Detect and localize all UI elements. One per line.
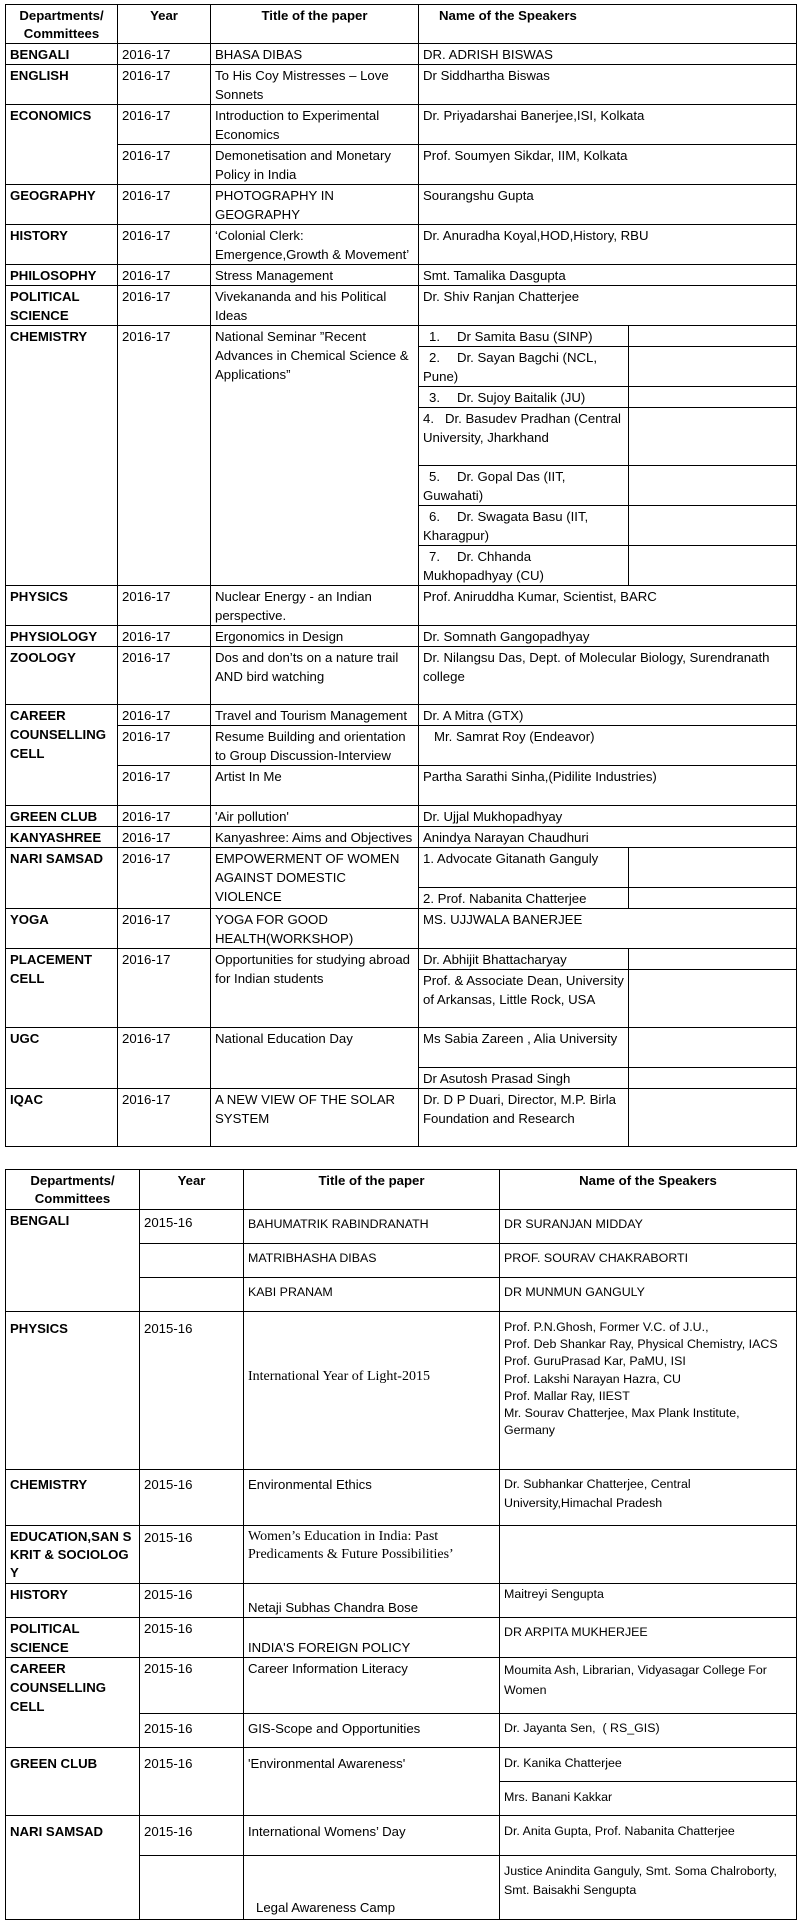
table-row (6, 848, 797, 888)
speaker-line: Prof. GuruPrasad Kar, PaMU, ISI (504, 1354, 686, 1369)
year-cell: 2016-17 (118, 626, 211, 647)
speaker-cell: Partha Sarathi Sinha,(Pidilite Industries) (419, 766, 797, 806)
title-cell: International Year of Light-2015 (244, 1312, 500, 1470)
title-cell: BHASA DIBAS (211, 44, 419, 65)
empty-cell (629, 1089, 797, 1147)
dept-cell: IQAC (6, 1089, 118, 1147)
year-cell: 2016-17 (118, 1089, 211, 1147)
title-cell: GIS-Scope and Opportunities (244, 1714, 500, 1748)
empty-cell (629, 546, 797, 586)
year-cell: 2016-17 (118, 225, 211, 265)
title-cell: Legal Awareness Camp (244, 1856, 500, 1920)
year-cell: 2016-17 (118, 806, 211, 827)
speaker-cell: Dr. D P Duari, Director, M.P. Birla Foundation and Research (419, 1089, 629, 1147)
table-row (6, 626, 797, 647)
dept-cell: ECONOMICS (6, 105, 118, 185)
year-cell: 2015-16 (140, 1526, 244, 1584)
speaker-cell: DR. ADRISH BISWAS (419, 44, 797, 65)
year-cell: 2016-17 (118, 326, 211, 586)
speaker-cell: DR SURANJAN MIDDAY (500, 1210, 797, 1244)
speaker-name: Dr. Basudev Pradhan (Central University, Jharkhand (423, 411, 621, 445)
table-row (6, 225, 797, 265)
title-cell: Vivekananda and his Political Ideas (211, 286, 419, 326)
speaker-cell (419, 326, 629, 347)
year-cell: 2016-17 (118, 145, 211, 185)
title-cell: PHOTOGRAPHY IN GEOGRAPHY (211, 185, 419, 225)
dept-cell: ZOOLOGY (6, 647, 118, 705)
seminar-table-2016-17 (5, 4, 797, 1147)
speaker-cell: Dr. Ujjal Mukhopadhyay (419, 806, 797, 827)
dept-cell: YOGA (6, 909, 118, 949)
speaker-cell (419, 387, 629, 408)
speaker-name: Dr. Chhanda Mukhopadhyay (CU) (423, 549, 544, 583)
speaker-cell: Dr. Shiv Ranjan Chatterjee (419, 286, 797, 326)
title-cell: To His Coy Mistresses – Love Sonnets (211, 65, 419, 105)
speaker-cell: Dr. Priyadarshai Banerjee,ISI, Kolkata (419, 105, 797, 145)
speaker-cell: Dr. A Mitra (GTX) (419, 705, 797, 726)
title-cell: Opportunities for studying abroad for Indian students (211, 949, 419, 1028)
table-row (6, 286, 797, 326)
year-cell: 2016-17 (118, 44, 211, 65)
speaker-cell: Dr. Anita Gupta, Prof. Nabanita Chatterjee (500, 1816, 797, 1856)
table-row (6, 705, 797, 726)
header-departments: Departments/ Committees (6, 1170, 140, 1210)
speaker-line: Prof. Deb Shankar Ray, Physical Chemistry, IACS (504, 1337, 778, 1352)
speaker-name: Dr Samita Basu (SINP) (457, 329, 593, 344)
speaker-cell: DR ARPITA MUKHERJEE (500, 1618, 797, 1658)
title-cell: Dos and don’ts on a nature trail AND bird watching (211, 647, 419, 705)
year-cell: 2016-17 (118, 726, 211, 766)
table-row (6, 909, 797, 949)
table-row (6, 1816, 797, 1856)
year-cell: 2015-16 (140, 1210, 244, 1244)
speaker-cell (500, 1312, 797, 1470)
empty-cell (629, 408, 797, 466)
title-cell: INDIA'S FOREIGN POLICY (244, 1618, 500, 1658)
table-row (6, 1618, 797, 1658)
year-cell: 2016-17 (118, 586, 211, 626)
table-row (6, 44, 797, 65)
speaker-cell: Dr. Anuradha Koyal,HOD,History, RBU (419, 225, 797, 265)
speaker-name: Dr. Gopal Das (IIT, Guwahati) (423, 469, 566, 503)
empty-cell (629, 506, 797, 546)
table-row (6, 726, 797, 766)
dept-cell: HISTORY (6, 1584, 140, 1618)
speaker-cell: Anindya Narayan Chaudhuri (419, 827, 797, 848)
speaker-cell: 2. Prof. Nabanita Chatterjee (419, 888, 629, 909)
speaker-cell: Maitreyi Sengupta (500, 1584, 797, 1618)
speaker-cell: Dr. Somnath Gangopadhyay (419, 626, 797, 647)
dept-cell: GREEN CLUB (6, 1748, 140, 1816)
header-title: Title of the paper (211, 5, 419, 44)
dept-cell: BENGALI (6, 1210, 140, 1312)
header-departments: Departments/ Committees (6, 5, 118, 44)
empty-cell (629, 326, 797, 347)
list-number: 2. (429, 350, 440, 365)
title-cell: EMPOWERMENT OF WOMEN AGAINST DOMESTIC VIOLENCE (211, 848, 419, 909)
year-cell: 2016-17 (118, 705, 211, 726)
table-row (6, 586, 797, 626)
speaker-cell (500, 1526, 797, 1584)
title-cell: Women’s Education in India: Past Predicaments & Future Possibilities’ (244, 1526, 500, 1584)
dept-cell: CHEMISTRY (6, 1470, 140, 1526)
dept-cell: CAREER COUNSELLING CELL (6, 1658, 140, 1748)
year-cell: 2015-16 (140, 1748, 244, 1816)
table-row (6, 265, 797, 286)
speaker-line: Prof. P.N.Ghosh, Former V.C. of J.U., (504, 1320, 709, 1334)
table-row (6, 105, 797, 145)
year-cell: 2016-17 (118, 848, 211, 909)
empty-cell (629, 1028, 797, 1068)
title-cell: National Education Day (211, 1028, 419, 1089)
empty-cell (629, 466, 797, 506)
table-row (6, 1312, 797, 1470)
year-cell (140, 1244, 244, 1278)
table-row (6, 827, 797, 848)
speaker-cell: Dr. Nilangsu Das, Dept. of Molecular Biology, Surendranath college (419, 647, 797, 705)
speaker-cell (419, 546, 629, 586)
header-title: Title of the paper (244, 1170, 500, 1210)
table-row (6, 145, 797, 185)
dept-cell: POLITICAL SCIENCE (6, 286, 118, 326)
year-cell: 2016-17 (118, 949, 211, 1028)
speaker-cell: Dr. Abhijit Bhattacharyay (419, 949, 629, 970)
speaker-line: Prof. Mallar Ray, IIEST (504, 1388, 630, 1403)
title-cell: Demonetisation and Monetary Policy in India (211, 145, 419, 185)
list-number: 4. (423, 411, 434, 426)
year-cell: 2015-16 (140, 1658, 244, 1714)
title-cell: Career Information Literacy (244, 1658, 500, 1714)
dept-cell: NARI SAMSAD (6, 848, 118, 909)
speaker-cell: Smt. Tamalika Dasgupta (419, 265, 797, 286)
speaker-name: Dr. Sujoy Baitalik (JU) (457, 390, 586, 405)
title-cell: YOGA FOR GOOD HEALTH(WORKSHOP) (211, 909, 419, 949)
speaker-cell: 1. Advocate Gitanath Ganguly (419, 848, 629, 888)
empty-cell (629, 970, 797, 1028)
year-cell: 2016-17 (118, 909, 211, 949)
empty-cell (629, 347, 797, 387)
year-cell: 2016-17 (118, 766, 211, 806)
title-cell: KABI PRANAM (244, 1278, 500, 1312)
empty-cell (629, 1068, 797, 1089)
dept-cell: ENGLISH (6, 65, 118, 105)
speaker-cell: Dr Siddhartha Biswas (419, 65, 797, 105)
speaker-cell: Prof. Aniruddha Kumar, Scientist, BARC (419, 586, 797, 626)
year-cell: 2015-16 (140, 1312, 244, 1470)
title-cell: Travel and Tourism Management (211, 705, 419, 726)
table-row (6, 1748, 797, 1782)
title-cell: Resume Building and orientation to Group Discussion-Interview (211, 726, 419, 766)
title-cell: 'Air pollution' (211, 806, 419, 827)
empty-cell (629, 848, 797, 888)
table-row (6, 766, 797, 806)
year-cell: 2016-17 (118, 65, 211, 105)
title-cell: Ergonomics in Design (211, 626, 419, 647)
table-row (6, 1584, 797, 1618)
table-row (6, 65, 797, 105)
speaker-name: Dr. Swagata Basu (IIT, Kharagpur) (423, 509, 589, 543)
dept-cell: PHILOSOPHY (6, 265, 118, 286)
header-year: Year (140, 1170, 244, 1210)
year-cell: 2015-16 (140, 1816, 244, 1856)
list-number: 6. (429, 509, 440, 524)
speaker-line: Prof. Lakshi Narayan Hazra, CU (504, 1371, 681, 1386)
seminar-table-2015-16 (5, 1169, 797, 1920)
speaker-cell (419, 408, 629, 466)
table-row (6, 326, 797, 347)
speaker-line: Mr. Sourav Chatterjee, Max Plank Institute, Germany (504, 1406, 740, 1438)
dept-cell: UGC (6, 1028, 118, 1089)
table-header-row (6, 5, 797, 44)
dept-cell: HISTORY (6, 225, 118, 265)
table-row (6, 1470, 797, 1526)
year-cell (140, 1856, 244, 1920)
dept-cell: POLITICAL SCIENCE (6, 1618, 140, 1658)
year-cell: 2015-16 (140, 1584, 244, 1618)
title-cell: A NEW VIEW OF THE SOLAR SYSTEM (211, 1089, 419, 1147)
speaker-cell: MS. UJJWALA BANERJEE (419, 909, 797, 949)
table-row (6, 949, 797, 970)
list-number: 7. (429, 549, 440, 564)
dept-cell: KANYASHREE (6, 827, 118, 848)
header-speakers: Name of the Speakers (500, 1170, 797, 1210)
title-cell: Artist In Me (211, 766, 419, 806)
title-cell: ‘Colonial Clerk: Emergence,Growth & Movement’ (211, 225, 419, 265)
dept-cell: CHEMISTRY (6, 326, 118, 586)
table-row (6, 1089, 797, 1147)
dept-cell: PHYSIOLOGY (6, 626, 118, 647)
table-row (6, 806, 797, 827)
dept-cell: EDUCATION,SAN SKRIT & SOCIOLOGY (6, 1526, 140, 1584)
year-cell: 2016-17 (118, 185, 211, 225)
dept-cell: GREEN CLUB (6, 806, 118, 827)
title-cell: Stress Management (211, 265, 419, 286)
title-cell: National Seminar ”Recent Advances in Chemical Science & Applications” (211, 326, 419, 586)
speaker-cell: Dr. Jayanta Sen, ( RS_GIS) (500, 1714, 797, 1748)
year-cell: 2015-16 (140, 1714, 244, 1748)
speaker-cell (419, 506, 629, 546)
title-cell: Kanyashree: Aims and Objectives (211, 827, 419, 848)
speaker-cell: Mrs. Banani Kakkar (500, 1782, 797, 1816)
title-cell: MATRIBHASHA DIBAS (244, 1244, 500, 1278)
speaker-cell: Moumita Ash, Librarian, Vidyasagar College For Women (500, 1658, 797, 1714)
header-speakers: Name of the Speakers (419, 5, 797, 44)
speaker-cell: Justice Anindita Ganguly, Smt. Soma Chalroborty, Smt. Baisakhi Sengupta (500, 1856, 797, 1920)
list-number: 1. (429, 329, 440, 344)
table-row (6, 1210, 797, 1244)
title-cell: Nuclear Energy - an Indian perspective. (211, 586, 419, 626)
empty-cell (629, 387, 797, 408)
year-cell: 2016-17 (118, 1028, 211, 1089)
year-cell: 2016-17 (118, 286, 211, 326)
dept-cell: NARI SAMSAD (6, 1816, 140, 1920)
dept-cell: PHYSICS (6, 586, 118, 626)
speaker-cell: Dr. Subhankar Chatterjee, Central University,Himachal Pradesh (500, 1470, 797, 1526)
speaker-cell (419, 347, 629, 387)
speaker-name: Dr. Sayan Bagchi (NCL, Pune) (423, 350, 597, 384)
year-cell: 2016-17 (118, 105, 211, 145)
table-row (6, 185, 797, 225)
year-cell (140, 1278, 244, 1312)
year-cell: 2016-17 (118, 827, 211, 848)
speaker-cell: Mr. Samrat Roy (Endeavor) (419, 726, 797, 766)
list-number: 5. (429, 469, 440, 484)
empty-cell (629, 888, 797, 909)
speaker-cell: Prof. Soumyen Sikdar, IIM, Kolkata (419, 145, 797, 185)
header-year: Year (118, 5, 211, 44)
table-row (6, 1658, 797, 1714)
title-cell: International Womens’ Day (244, 1816, 500, 1856)
title-cell: Netaji Subhas Chandra Bose (244, 1584, 500, 1618)
speaker-cell: PROF. SOURAV CHAKRABORTI (500, 1244, 797, 1278)
title-cell: 'Environmental Awareness' (244, 1748, 500, 1816)
table-row (6, 1028, 797, 1068)
speaker-cell: Prof. & Associate Dean, University of Arkansas, Little Rock, USA (419, 970, 629, 1028)
year-cell: 2016-17 (118, 647, 211, 705)
speaker-cell: Dr Asutosh Prasad Singh (419, 1068, 629, 1089)
table-row (6, 647, 797, 705)
title-cell: Environmental Ethics (244, 1470, 500, 1526)
empty-cell (629, 949, 797, 970)
dept-cell: BENGALI (6, 44, 118, 65)
table-row (6, 1526, 797, 1584)
dept-cell: CAREER COUNSELLING CELL (6, 705, 118, 806)
year-cell: 2016-17 (118, 265, 211, 286)
dept-cell: GEOGRAPHY (6, 185, 118, 225)
list-number: 3. (429, 390, 440, 405)
table-header-row (6, 1170, 797, 1210)
title-cell: Introduction to Experimental Economics (211, 105, 419, 145)
title-cell: BAHUMATRIK RABINDRANATH (244, 1210, 500, 1244)
speaker-cell (419, 466, 629, 506)
dept-cell: PHYSICS (6, 1312, 140, 1470)
speaker-cell: Dr. Kanika Chatterjee (500, 1748, 797, 1782)
speaker-cell: DR MUNMUN GANGULY (500, 1278, 797, 1312)
speaker-cell: Sourangshu Gupta (419, 185, 797, 225)
dept-cell: PLACEMENT CELL (6, 949, 118, 1028)
year-cell: 2015-16 (140, 1618, 244, 1658)
year-cell: 2015-16 (140, 1470, 244, 1526)
speaker-cell: Ms Sabia Zareen , Alia University (419, 1028, 629, 1068)
